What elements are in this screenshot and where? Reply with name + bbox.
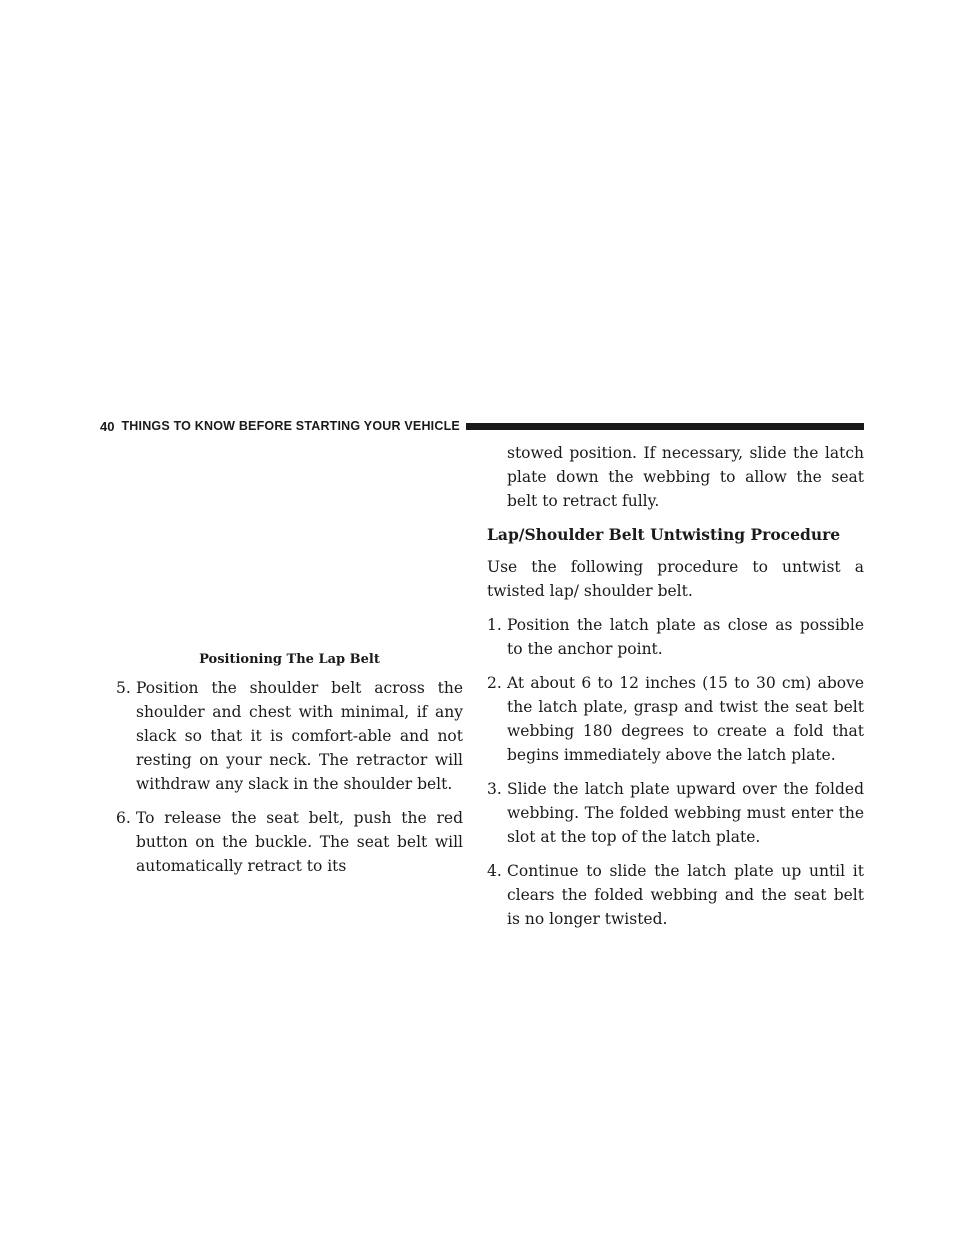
untwist-step-1 xyxy=(487,613,864,661)
step-6 xyxy=(116,806,463,878)
step-text: At about 6 to 12 inches (15 to 30 cm) above the latch plate, grasp and twist the seat belt webbing 180 degrees to create a fold that begins immediately above the latch plate. xyxy=(507,674,864,764)
step-number: 5. xyxy=(116,679,131,697)
step-number: 6. xyxy=(116,809,131,827)
step-6-continuation: stowed position. If necessary, slide the latch plate down the webbing to allow the seat belt to retract fully. xyxy=(507,444,864,510)
page-number: 40 xyxy=(100,418,115,434)
page-header xyxy=(100,418,864,434)
step-number: 4. xyxy=(487,862,502,880)
subheading: Lap/Shoulder Belt Untwisting Procedure xyxy=(487,525,841,544)
step-text: Continue to slide the latch plate up until it clears the folded webbing and the seat belt is no longer twisted. xyxy=(507,862,864,928)
step-number: 1. xyxy=(487,616,502,634)
step-text: Position the shoulder belt across the shoulder and chest with minimal, if any slack so that it is comfort-able and not resting on your neck. The retractor will withdraw any slack in the shoulder belt. xyxy=(136,679,463,793)
step-number: 2. xyxy=(487,674,502,692)
header-rule xyxy=(466,423,864,430)
step-number: 3. xyxy=(487,780,502,798)
untwist-step-2 xyxy=(487,671,864,767)
intro-paragraph: Use the following procedure to untwist a twisted lap/ shoulder belt. xyxy=(487,558,864,600)
step-5 xyxy=(116,676,463,796)
step-text: To release the seat belt, push the red button on the buckle. The seat belt will automatically retract to its xyxy=(136,809,463,875)
untwist-step-4 xyxy=(487,859,864,931)
section-title: THINGS TO KNOW BEFORE STARTING YOUR VEHICLE xyxy=(121,419,460,433)
step-text: Position the latch plate as close as possible to the anchor point. xyxy=(507,616,864,658)
left-column xyxy=(116,676,463,888)
step-text: Slide the latch plate upward over the folded webbing. The folded webbing must enter the slot at the top of the latch plate. xyxy=(507,780,864,846)
figure-caption: Positioning The Lap Belt xyxy=(199,652,380,667)
untwist-step-3 xyxy=(487,777,864,849)
right-column xyxy=(487,441,864,941)
